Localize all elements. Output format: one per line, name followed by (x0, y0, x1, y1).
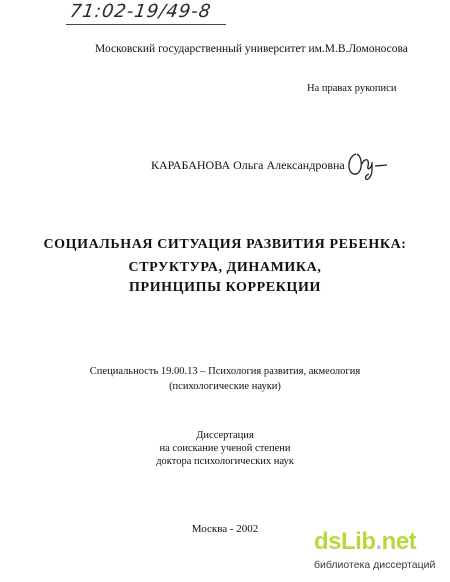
author-name: КАРАБАНОВА Ольга Александровна (151, 158, 345, 172)
logo-main: dsLib (314, 528, 376, 555)
logo-dot: . (375, 528, 382, 555)
dissertation-title-line-3: ПРИНЦИПЫ КОРРЕКЦИИ (129, 280, 321, 295)
university-name: Московский государственный университет им.М.В.Ломоносова (95, 43, 408, 55)
watermark-subtitle: библиотека диссертаций (314, 559, 436, 571)
logo-tld: net (381, 528, 417, 555)
author-signature (342, 148, 392, 182)
degree-purpose: на соискание ученой степени (159, 443, 291, 454)
specialty-line: Специальность 19.00.13 – Психология развития, акмеология (89, 366, 361, 377)
city-year: Москва - 2002 (191, 523, 259, 535)
dissertation-title-line-2: СТРУКТУРА, ДИНАМИКА, (128, 260, 322, 275)
specialty-field: (психологические науки) (169, 381, 281, 392)
dslib-logo (314, 528, 416, 556)
handwritten-underline (66, 24, 226, 25)
dissertation-title-line-1: СОЦИАЛЬНАЯ СИТУАЦИЯ РАЗВИТИЯ РЕБЕНКА: (43, 237, 407, 252)
manuscript-rights-note: На правах рукописи (307, 83, 397, 94)
degree-name: доктора психологических наук (156, 456, 294, 467)
dissertation-type: Диссертация (196, 430, 254, 441)
handwritten-catalog-number: 71:02-19/49-8 (68, 1, 213, 22)
dslib-watermark[interactable] (308, 526, 444, 576)
